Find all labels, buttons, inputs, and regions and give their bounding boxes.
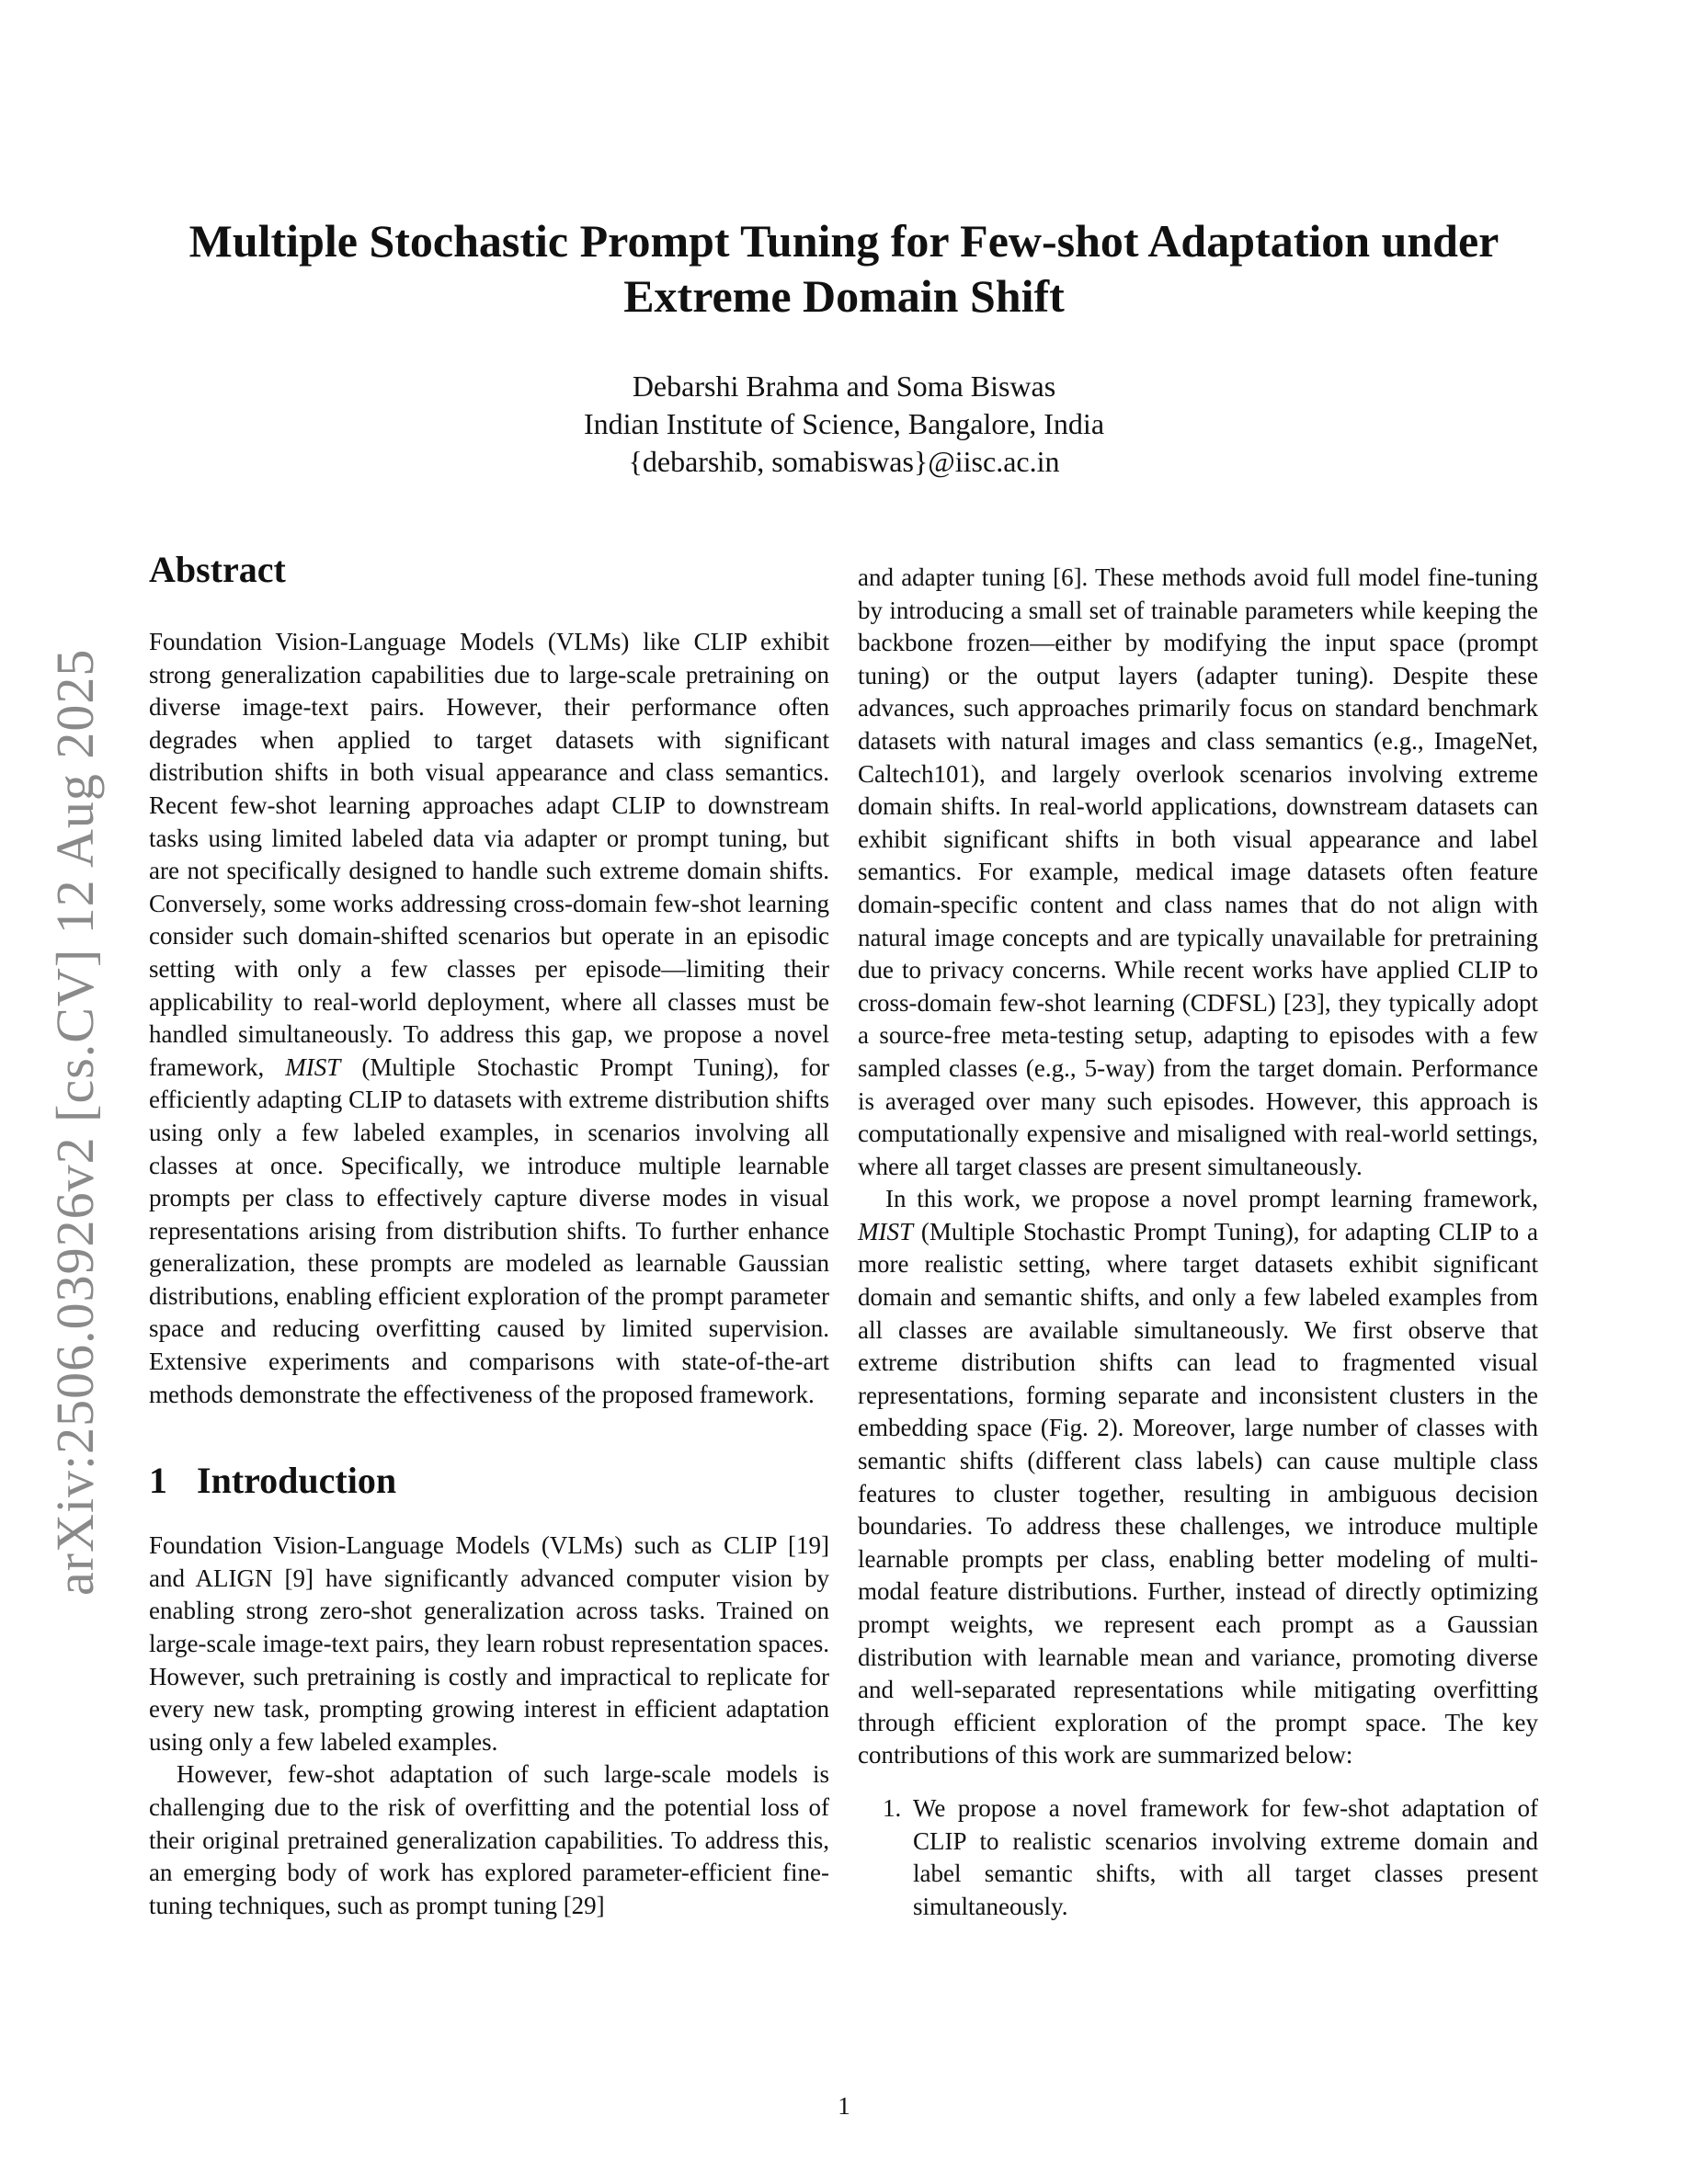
- this-work-text-end: (Multiple Stochastic Prompt Tuning), for adapting CLIP to a more realistic setting, where target datasets exhibit significant domain and semantic shifts, and only a few labeled examples from all classes are available simultaneously. We first observe that extreme distribution shifts can lead to fragmented visual representations, forming separate and inconsistent clusters in the embedding space (Fig. 2). Moreover, large number of classes with semantic shifts (different class labels) can cause multiple class features to cluster together, resulting in ambiguous decision boundaries. To address these challenges, we introduce multiple learnable prompts per class, enabling better modeling of multi-modal feature distributions. Further, instead of directly optimizing prompt weights, we represent each prompt as a Gaussian distribution with learnable mean and variance, promoting diverse and well-separated representations while mitigating overfitting through efficient exploration of the prompt space. The key contributions of this work are summarized below:: [858, 1217, 1538, 1769]
- introduction-heading: [149, 1459, 829, 1502]
- abstract-text-end: (Multiple Stochastic Prompt Tuning), for efficiently adapting CLIP to datasets with extreme distribution shifts using only a few labeled examples, in scenarios involving all classes at once. Specifically, we introduce multiple learnable prompts per class to effectively capture diverse modes in visual representations arising from distribution shifts. To further enhance generalization, these prompts are modeled as learnable Gaussian distributions, enabling efficient exploration of the prompt parameter space and reducing overfitting caused by limited supervision. Extensive experiments and comparisons with state-of-the-art methods demonstrate the effectiveness of the proposed framework.: [149, 1052, 830, 1408]
- intro-paragraph-2: However, few-shot adaptation of such large-scale models is challenging due to the risk of overfitting and the potential loss of their original pretrained generalization capabilities. To address this, an emerging body of work has explored parameter-efficient fine-tuning techniques, such as prompt tuning [29]: [149, 1760, 829, 1919]
- author-names: Debarshi Brahma and Soma Biswas: [632, 370, 1056, 403]
- abstract-paragraph: [149, 626, 829, 1411]
- right-column: [858, 562, 1538, 1923]
- this-work-text-start: In this work, we propose a novel prompt learning framework,: [885, 1185, 1538, 1213]
- section-title: Introduction: [197, 1460, 397, 1502]
- intro-paragraph-1: Foundation Vision-Language Models (VLMs) such as CLIP [19] and ALIGN [9] have significantly advanced computer vision by enabling strong zero-shot generalization across tasks. Trained on large-scale image-text pairs, they learn robust representation spaces. However, such pretraining is costly and impractical to replicate for every new task, prompting growing interest in efficient adaptation using only a few labeled examples.: [149, 1531, 829, 1756]
- author-email: {debarshib, somabiswas}@iisc.ac.in: [628, 445, 1060, 478]
- this-work-mist-term: MIST: [858, 1217, 913, 1246]
- title-line-2: Extreme Domain Shift: [623, 270, 1065, 322]
- contributions-list: [858, 1792, 1538, 1923]
- abstract-text-start: Foundation Vision-Language Models (VLMs) like CLIP exhibit strong generalization capabilities due to large-scale pretraining on diverse image-text pairs. However, their performance often degrades when applied to target datasets with significant distribution shifts in both visual appearance and class semantics. Recent few-shot learning approaches adapt CLIP to downstream tasks using limited labeled data via adapter or prompt tuning, but are not specifically designed to handle such extreme domain shifts. Conversely, some works addressing cross-domain few-shot learning consider such domain-shifted scenarios but operate in an episodic setting with only a few classes per episode—limiting their applicability to real-world deployment, where all classes must be handled simultaneously. To address this gap, we propose a novel framework,: [149, 628, 829, 1081]
- title-line-1: Multiple Stochastic Prompt Tuning for Few-shot Adaptation under: [188, 215, 1500, 267]
- intro-paragraph-continued: and adapter tuning [6]. These methods avoid full model fine-tuning by introducing a small set of trainable parameters while keeping the backbone frozen—either by modifying the input space (prompt tuning) or the output layers (adapter tuning). Despite these advances, such approaches primarily focus on standard benchmark datasets with natural images and class semantics (e.g., ImageNet, Caltech101), and largely overlook scenarios involving extreme domain shifts. In real-world applications, downstream datasets can exhibit significant shifts in both visual appearance and label semantics. For example, medical image datasets often feature domain-specific content and class names that do not align with natural image concepts and are typically unavailable for pretraining due to privacy concerns. While recent works have applied CLIP to cross-domain few-shot learning (CDFSL) [23], they typically adopt a source-free meta-testing setup, adapting to episodes with a few sampled classes (e.g., 5-way) from the target domain. Performance is averaged over many such episodes. However, this approach is computationally expensive and misaligned with real-world settings, where all target classes are present simultaneously.: [858, 563, 1538, 1180]
- intro-paragraph-this-work: [858, 1183, 1538, 1772]
- contribution-item: [858, 1792, 1538, 1923]
- author-block: [138, 368, 1550, 481]
- contribution-text: We propose a novel framework for few-shot adaptation of CLIP to realistic scenarios involving extreme domain and label semantic shifts, with all target classes present simultaneously.: [913, 1793, 1538, 1920]
- author-affiliation: Indian Institute of Science, Bangalore, India: [583, 407, 1105, 440]
- arxiv-identifier-stamp: arXiv:2506.03926v2 [cs.CV] 12 Aug 2025: [45, 648, 105, 1596]
- abstract-heading: Abstract: [149, 549, 286, 590]
- left-column: [149, 548, 829, 1922]
- contribution-number: 1.: [883, 1793, 902, 1822]
- paper-title: [138, 213, 1550, 324]
- abstract-mist-term: MIST: [285, 1052, 341, 1081]
- page-number: 1: [838, 2092, 850, 2120]
- section-number: 1: [149, 1460, 167, 1502]
